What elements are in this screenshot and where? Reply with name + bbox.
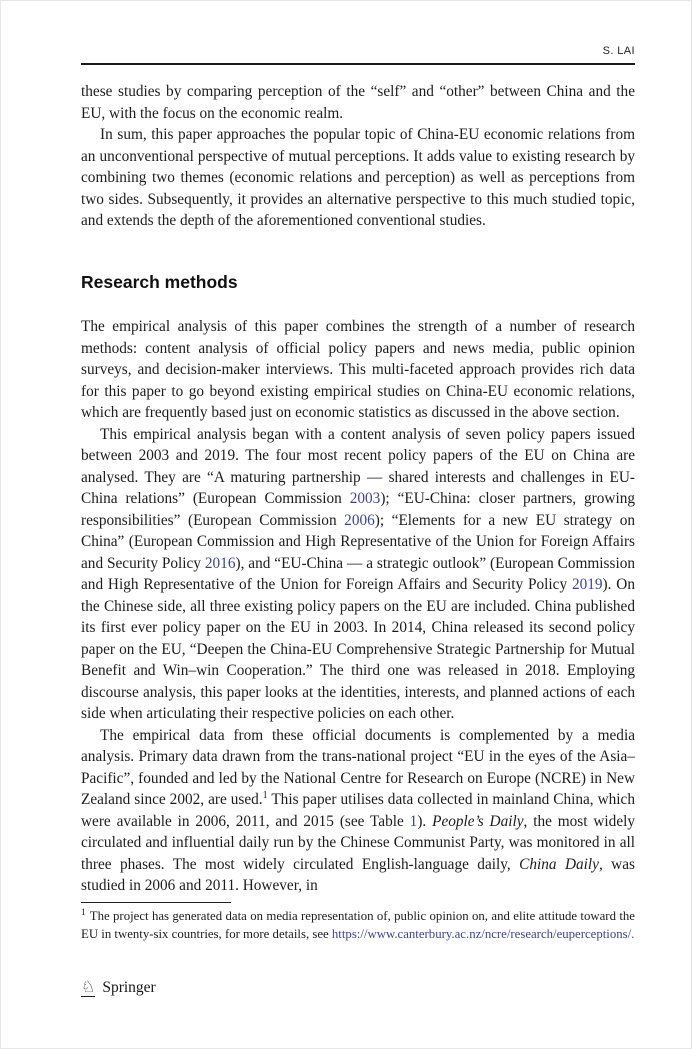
citation-european-commission-2003[interactable]: 2003 [349,490,381,507]
publisher-footer [81,979,156,997]
paragraph-empirical-analysis: The empirical analysis of this paper combines the strength of a number of research methods: content analysis of official policy papers and news media, public opinion surveys, and decision-maker interviews. This multi-faceted approach provides rich data for this paper to go beyond existing empirical studies on China-EU economic relations, which are frequently based just on economic statistics as discussed in the above section. [81,318,635,421]
page-content [81,45,635,897]
footnote-ref-1: 1 [262,789,268,801]
paragraph-media-analysis: The empirical data from these official documents is complemented by a media analysis. Primary data drawn from the trans-national project “EU in the eyes of the Asia–Pacific”, founded and led by the National Centre for Research on Europe (NCRE) in New Zealand since 2002, are used.$^1$ This paper utilises data collected in mainland China, which were available in 2006, 2011, and 2015 (see Table 1). People’s Daily, the most widely circulated and influential daily run by the Chinese Communist Party, was monitored in all three phases. The most widely circulated English-language daily, China Daily, was studied in 2006 and 2011. However, in [81,726,636,894]
paragraph-in-sum: In sum, this paper approaches the popular topic of China-EU economic relations from an unconventional perspective of mutual perceptions. It adds value to existing research by combining two themes (economic relations and perception) as well as perceptions from two sides. Subsequently, it provides an alternative perspective to this much studied topic, and extends the depth of the aforementioned conventional studies. [81,126,635,229]
section-heading: Research methods [81,271,238,292]
footnote-text: The project has generated data on media representation of, public opinion on, and elite attitude toward the EU in twenty-six countries, for more details, see https://www.canterbury.ac.nz/ncre/research/euperceptions/. [81,909,635,941]
publisher-name: Springer [102,979,156,996]
footnote-rule [81,902,231,903]
citation-european-commission-2006[interactable]: 2006 [344,511,375,529]
springer-horse-icon: ♘ [81,977,96,996]
header-rule [81,63,635,65]
running-head: S. LAI [602,45,635,57]
paragraph-continuation: these studies by comparing perception of the “self” and “other” between China and the EU, with the focus on the economic realm. [81,83,635,122]
china-daily-title: China Daily [519,855,599,873]
footnote [81,902,635,943]
paragraph-policy-papers: This empirical analysis began with a content analysis of seven policy papers issued between 2003 and 2019. The four most recent policy papers of the EU on China are analysed. They are “A maturing partnership — shared interests and challenges in EU-China relations” (European Commission 2003); “EU-China: closer partners, growing responsibilities” (European Commission 2006); “Elements for a new EU strategy on China” (European Commission and High Representative of the Union for Foreign Affairs and Security Policy 2016), and “EU-China — a strategic outlook” (European Commission and High Representative of the Union for Foreign Affairs and Security Policy 2019). On the Chinese side, all three existing policy papers on the EU are included. China published its first ever policy paper on the EU in 2003. In 2014, China released its second policy paper on the EU, “Deepen the China-EU Comprehensive Strategic Partnership for Mutual Benefit and Win–win Cooperation.” The third one was released in 2018. Employing discourse analysis, this paper looks at the identities, interests, and planned actions of each side when articulating their respective policies on each other. [81,425,635,722]
article-body [81,81,635,897]
footnote-body [81,908,635,943]
footnote-marker: 1 [81,907,86,918]
citation-eu-hr-2019[interactable]: 2019 [571,576,603,593]
table-1-link[interactable]: 1 [409,812,418,830]
footnote-url-link[interactable]: https://www.canterbury.ac.nz/ncre/research/euperceptions/. [331,926,635,941]
citation-eu-hr-2016[interactable]: 2016 [204,554,236,572]
peoples-daily-title: People’s Daily [432,812,524,830]
